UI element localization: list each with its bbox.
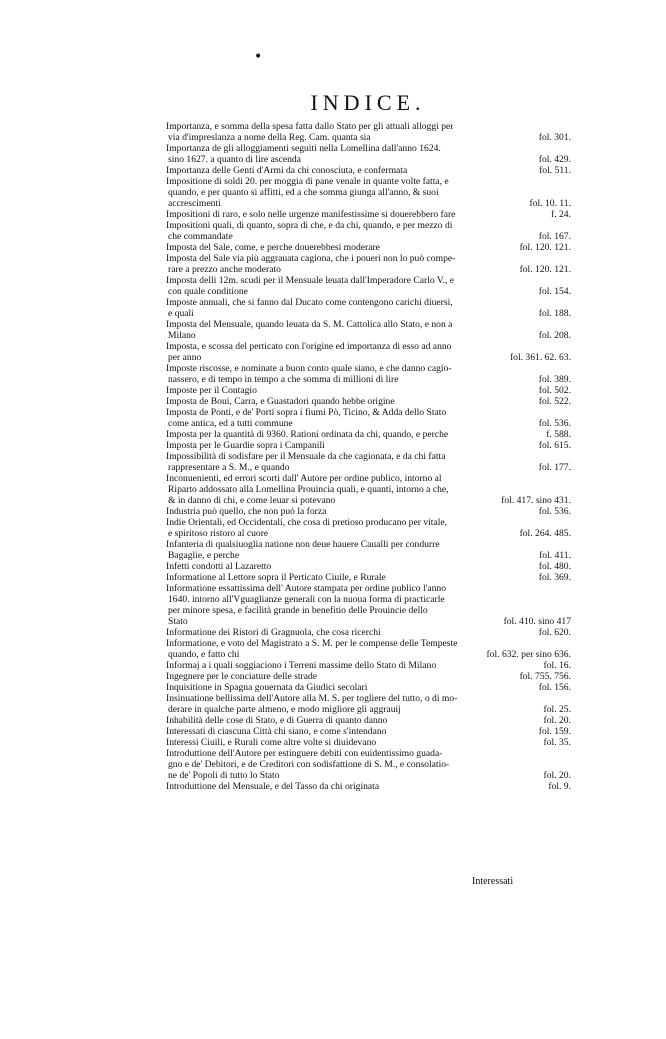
printer-mark: •	[254, 49, 263, 65]
entry-text: Imposte per il Contagio	[166, 385, 257, 396]
folio-reference	[565, 121, 571, 132]
entry-text: Imposta per la quantità di 9360. Rationi ordinata da chi, quando, e perche	[166, 429, 449, 440]
index-entry	[166, 253, 571, 275]
folio-reference	[565, 759, 571, 770]
folio-reference: fol. 369.	[538, 572, 571, 583]
folio-reference: fol. 20.	[543, 715, 571, 726]
entry-text: quando, e per quanto si affitti, ed a che somma giunga all'anno, & suoi	[168, 187, 439, 198]
folio-reference	[565, 484, 571, 495]
folio-reference	[565, 748, 571, 759]
entry-text: gno e de' Debitori, e de Creditori con sodisfattione di S. M., e consolatio-	[168, 759, 450, 770]
index-entry	[166, 275, 571, 297]
entry-text: Impositioni di raro, e solo nelle urgenze manifestissime si douerebbero fare	[166, 209, 456, 220]
folio-reference	[565, 253, 571, 264]
entry-text: Inhabilità delle cose di Stato, e di Guerra di quanto danno	[166, 715, 388, 726]
folio-reference: fol. 502.	[538, 385, 571, 396]
folio-reference	[565, 517, 571, 528]
folio-reference: f. 588.	[546, 429, 571, 440]
entry-text: Importanza, e somma della spesa fatta dallo Stato per gli attuali alloggi per	[166, 121, 454, 132]
index-entry-line	[166, 363, 571, 374]
entry-text: che commandate	[168, 231, 233, 242]
folio-reference	[565, 275, 571, 286]
entry-text: con quale conditione	[168, 286, 248, 297]
index-entry-line	[166, 495, 571, 506]
folio-reference: fol. 120. 121.	[519, 242, 571, 253]
entry-text: e spiritoso ristoro al cuore	[168, 528, 269, 539]
index-entry-line	[166, 693, 571, 704]
folio-reference: fol. 620.	[538, 627, 571, 638]
folio-reference: fol. 35.	[543, 737, 571, 748]
folio-reference: fol. 177.	[538, 462, 571, 473]
index-entry-line	[166, 451, 571, 462]
index-entry-line	[166, 770, 571, 781]
index-entry-line	[166, 198, 571, 209]
index-entry-line	[166, 231, 571, 242]
entry-text: Informatione al Lettore sopra il Perticato Ciuile, e Rurale	[166, 572, 386, 583]
index-entry-line	[166, 462, 571, 473]
folio-reference: fol. 511.	[539, 165, 571, 176]
index-entry	[166, 440, 571, 451]
entry-text: Imposte annuali, che si fanno dal Ducato come contengono carichi diuersi,	[166, 297, 453, 308]
index-entry-line	[166, 737, 571, 748]
index-entry-line	[166, 682, 571, 693]
index-entry	[166, 572, 571, 583]
index-entry-line	[166, 583, 571, 594]
index-entry	[166, 561, 571, 572]
folio-reference: fol. 9.	[548, 781, 571, 792]
entry-text: Impositione di soldi 20. per moggia di pane venale in quante volte fatta, e	[166, 176, 449, 187]
index-entry-line	[166, 330, 571, 341]
index-entry	[166, 242, 571, 253]
index-entry	[166, 682, 571, 693]
index-entry-line	[166, 649, 571, 660]
entry-text: 1640. intorno all'Vguaglianze generali con la nuoua forma di practicarle	[168, 594, 445, 605]
folio-reference	[565, 319, 571, 330]
index-entry	[166, 781, 571, 792]
index-entry-line	[166, 748, 571, 759]
entry-text: Stato	[168, 616, 188, 627]
index-entry-line	[166, 319, 571, 330]
index-entry-line	[166, 253, 571, 264]
index-entry	[166, 726, 571, 737]
index-entry-line	[166, 121, 571, 132]
index-entry	[166, 165, 571, 176]
index-entry-line	[166, 671, 571, 682]
index-entry-line	[166, 297, 571, 308]
catchword: Interessati	[472, 876, 514, 887]
folio-reference	[565, 451, 571, 462]
entry-text: Imposte riscosse, e nominate a buon conto quale siano, e che danno cagio-	[166, 363, 452, 374]
index-entry-line	[166, 506, 571, 517]
entry-text: Imposta del Mensuale, quando leuata da S. M. Cattolica allo Stato, e non a	[166, 319, 453, 330]
entry-text: Interessati di ciascuna Città chi siano, e come s'intendano	[166, 726, 387, 737]
folio-reference: fol. 159.	[538, 726, 571, 737]
entry-text: accrescimenti	[168, 198, 221, 209]
folio-reference	[565, 693, 571, 704]
entry-text: Infanteria di qualsiuoglia natione non deue hauere Caualli per condurre	[166, 539, 440, 550]
index-entry-line	[166, 165, 571, 176]
index-entry-line	[166, 418, 571, 429]
folio-reference: fol. 264. 485.	[519, 528, 571, 539]
index-entry-line	[166, 396, 571, 407]
index-entry	[166, 385, 571, 396]
folio-reference: fol. 20.	[543, 770, 571, 781]
entry-text: Ingegnere per le conciature delle strade	[166, 671, 318, 682]
index-entry	[166, 748, 571, 781]
index-entry	[166, 176, 571, 209]
index-entry	[166, 143, 571, 165]
index-entry-line	[166, 594, 571, 605]
folio-reference: fol. 389.	[538, 374, 571, 385]
index-entry-line	[166, 429, 571, 440]
folio-reference	[565, 638, 571, 649]
folio-reference: fol. 536.	[538, 506, 571, 517]
index-entry	[166, 220, 571, 242]
entry-text: come antica, ed a tutti commune	[168, 418, 293, 429]
folio-reference: fol. 417. sino 431.	[501, 495, 571, 506]
folio-reference	[565, 176, 571, 187]
index-entry-line	[166, 275, 571, 286]
folio-reference: fol. 10. 11.	[529, 198, 571, 209]
index-entry	[166, 121, 571, 143]
index-entry-line	[166, 550, 571, 561]
index-entry	[166, 341, 571, 363]
folio-reference: fol. 411.	[539, 550, 571, 561]
index-entry-line	[166, 341, 571, 352]
entry-text: Importanza de gli alloggiamenti seguiti nella Lomellina dall'anno 1624.	[166, 143, 441, 154]
entry-text: sino 1627. a quanto di lire ascenda	[168, 154, 301, 165]
index-entry-line	[166, 209, 571, 220]
index-entry-line	[166, 143, 571, 154]
page-title: INDICE.	[310, 90, 426, 115]
entry-text: Milano	[168, 330, 196, 341]
folio-reference	[565, 473, 571, 484]
entry-text: Imposta delli 12m. scudi per il Mensuale leuata dall'Imperadore Carlo V., e	[166, 275, 455, 286]
index-entry-line	[166, 528, 571, 539]
index-entry-line	[166, 726, 571, 737]
index-entry	[166, 319, 571, 341]
entry-text: Inquisitione in Spagna gouernata da Giudici secolari	[166, 682, 368, 693]
folio-reference	[565, 143, 571, 154]
entry-text: Imposta de Ponti, e de' Porti sopra i fiumi Pò, Ticino, & Adda dello Stato	[166, 407, 447, 418]
folio-reference: fol. 208.	[538, 330, 571, 341]
entry-text: Informatione, e voto del Magistrato a S. M. per le compense delle Tempeste	[166, 638, 458, 649]
index-entry	[166, 715, 571, 726]
folio-reference: fol. 25.	[543, 704, 571, 715]
index-entry-line	[166, 440, 571, 451]
folio-reference: fol. 301.	[538, 132, 571, 143]
folio-reference: fol. 156.	[538, 682, 571, 693]
index-entry	[166, 506, 571, 517]
entry-text: Industria può quello, che non può la forza	[166, 506, 327, 517]
entry-text: & in danno di chi, e come leuar si potevano	[168, 495, 336, 506]
folio-reference: fol. 120. 121.	[519, 264, 571, 275]
folio-reference: fol. 410. sino 417	[503, 616, 571, 627]
entry-text: Indie Orientali, ed Occidentali, che cosa di pretioso producano per vitale,	[166, 517, 448, 528]
entry-text: Imposta per le Guardie sopra i Campanili	[166, 440, 325, 451]
entry-text: via d'impreslanza a nome della Reg. Cam. quanta sia	[168, 132, 371, 143]
entry-text: Impositioni quali, di quanto, sopra di che, e da chi, quando, e per mezzo di	[166, 220, 453, 231]
entry-text: Introduttione del Mensuale, e del Tasso da chi originata	[166, 781, 380, 792]
index-entry-line	[166, 539, 571, 550]
folio-reference	[565, 220, 571, 231]
folio-reference: fol. 361. 62. 63.	[509, 352, 571, 363]
entry-text: Bagaglie, e perche	[168, 550, 240, 561]
entry-text: e quali	[168, 308, 194, 319]
index-entry-line	[166, 187, 571, 198]
folio-reference	[565, 594, 571, 605]
folio-reference	[565, 539, 571, 550]
index-entry-line	[166, 759, 571, 770]
entry-text: ne de' Popoli di tutto lo Stato	[168, 770, 280, 781]
entry-text: Imposta de Boui, Carra, e Guastadori quando hebbe origine	[166, 396, 395, 407]
entry-text: derare in qualche parte almeno, e modo migliore gli aggrauij	[168, 704, 401, 715]
entry-text: Infetti condotti al Lazaretto	[166, 561, 272, 572]
index-entry-line	[166, 704, 571, 715]
index-entry-line	[166, 286, 571, 297]
index-entry	[166, 363, 571, 385]
folio-reference: f. 24.	[551, 209, 571, 220]
index-entry	[166, 737, 571, 748]
folio-reference	[565, 341, 571, 352]
entry-text: rappresentare a S. M., e quando	[168, 462, 290, 473]
index-entry	[166, 660, 571, 671]
index-list	[166, 121, 571, 792]
entry-text: per anno	[168, 352, 202, 363]
folio-reference	[565, 605, 571, 616]
index-entry	[166, 209, 571, 220]
folio-reference: fol. 615.	[538, 440, 571, 451]
folio-reference: fol. 167.	[538, 231, 571, 242]
entry-text: Inconuenienti, ed errori scorti dall' Autore per ordine publico, intorno al	[166, 473, 442, 484]
index-entry	[166, 517, 571, 539]
index-entry	[166, 396, 571, 407]
entry-text: rare a prezzo anche moderato	[168, 264, 281, 275]
index-entry-line	[166, 374, 571, 385]
folio-reference: fol. 522.	[538, 396, 571, 407]
index-entry	[166, 473, 571, 506]
folio-reference: fol. 480.	[538, 561, 571, 572]
entry-text: per minore spesa, e facilità grande in benefitio delle Prouincie dello	[168, 605, 428, 616]
index-entry-line	[166, 308, 571, 319]
folio-reference	[565, 363, 571, 374]
index-entry	[166, 627, 571, 638]
index-entry	[166, 693, 571, 715]
folio-reference: fol. 632. per sino 636.	[486, 649, 571, 660]
index-entry-line	[166, 176, 571, 187]
folio-reference: fol. 154.	[538, 286, 571, 297]
index-entry-line	[166, 484, 571, 495]
index-entry	[166, 407, 571, 429]
index-entry	[166, 638, 571, 660]
index-entry-line	[166, 616, 571, 627]
entry-text: Introduttione dell'Autore per estinguere debiti con euidentissimo guada-	[166, 748, 443, 759]
entry-text: Imposta, e scossa del perticato con l'origine ed importanza di esso ad anno	[166, 341, 452, 352]
folio-reference: fol. 429.	[538, 154, 571, 165]
index-entry-line	[166, 517, 571, 528]
folio-reference: fol. 188.	[538, 308, 571, 319]
index-entry-line	[166, 132, 571, 143]
index-entry-line	[166, 220, 571, 231]
index-entry-line	[166, 385, 571, 396]
index-entry	[166, 583, 571, 627]
entry-text: Imposta del Sale via più aggrauata cagiona, che i poueri non lo può compe-	[166, 253, 456, 264]
index-entry-line	[166, 264, 571, 275]
index-entry-line	[166, 407, 571, 418]
index-entry-line	[166, 572, 571, 583]
index-entry	[166, 671, 571, 682]
index-entry-line	[166, 638, 571, 649]
folio-reference	[565, 187, 571, 198]
entry-text: Interessi Ciuili, e Rurali come altre volte si diuidevano	[166, 737, 377, 748]
folio-reference	[565, 407, 571, 418]
folio-reference: fol. 755. 756.	[519, 671, 571, 682]
index-entry-line	[166, 781, 571, 792]
index-entry-line	[166, 352, 571, 363]
index-entry	[166, 297, 571, 319]
entry-text: quando, e fatto chi	[168, 649, 240, 660]
index-entry-line	[166, 627, 571, 638]
entry-text: Informatione dei Ristori di Gragnuola, che cosa ricerchi	[166, 627, 381, 638]
index-entry-line	[166, 242, 571, 253]
entry-text: Importanza delle Genti d'Armi da chi conosciuta, e confermata	[166, 165, 408, 176]
index-entry-line	[166, 473, 571, 484]
folio-reference: fol. 16.	[543, 660, 571, 671]
entry-text: Riparto addossato alla Lomellina Prouincia quali, e quanti, intorno a che,	[168, 484, 449, 495]
index-entry-line	[166, 154, 571, 165]
index-entry-line	[166, 715, 571, 726]
index-entry	[166, 539, 571, 561]
index-entry-line	[166, 561, 571, 572]
folio-reference	[565, 583, 571, 594]
entry-text: Informaj a i quali soggiaciono i Terreni massime dello Stato di Milano	[166, 660, 437, 671]
index-entry	[166, 451, 571, 473]
folio-reference: fol. 536.	[538, 418, 571, 429]
entry-text: Insinuatione bellissima dell'Autore alla M. S. per togliere del tutto, o di mo-	[166, 693, 458, 704]
entry-text: Informatione essattissima dell' Autore stampata per ordine publico l'anno	[166, 583, 447, 594]
index-entry-line	[166, 660, 571, 671]
entry-text: Imposta del Sale, come, e perche douerebbesi moderare	[166, 242, 380, 253]
index-entry-line	[166, 605, 571, 616]
entry-text: Impossibilità di sodisfare per il Mensuale da che cagionata, e da chi fatta	[166, 451, 446, 462]
entry-text: nassero, e di tempo in tempo a che somma di millioni di lire	[168, 374, 399, 385]
index-entry	[166, 429, 571, 440]
folio-reference	[565, 297, 571, 308]
